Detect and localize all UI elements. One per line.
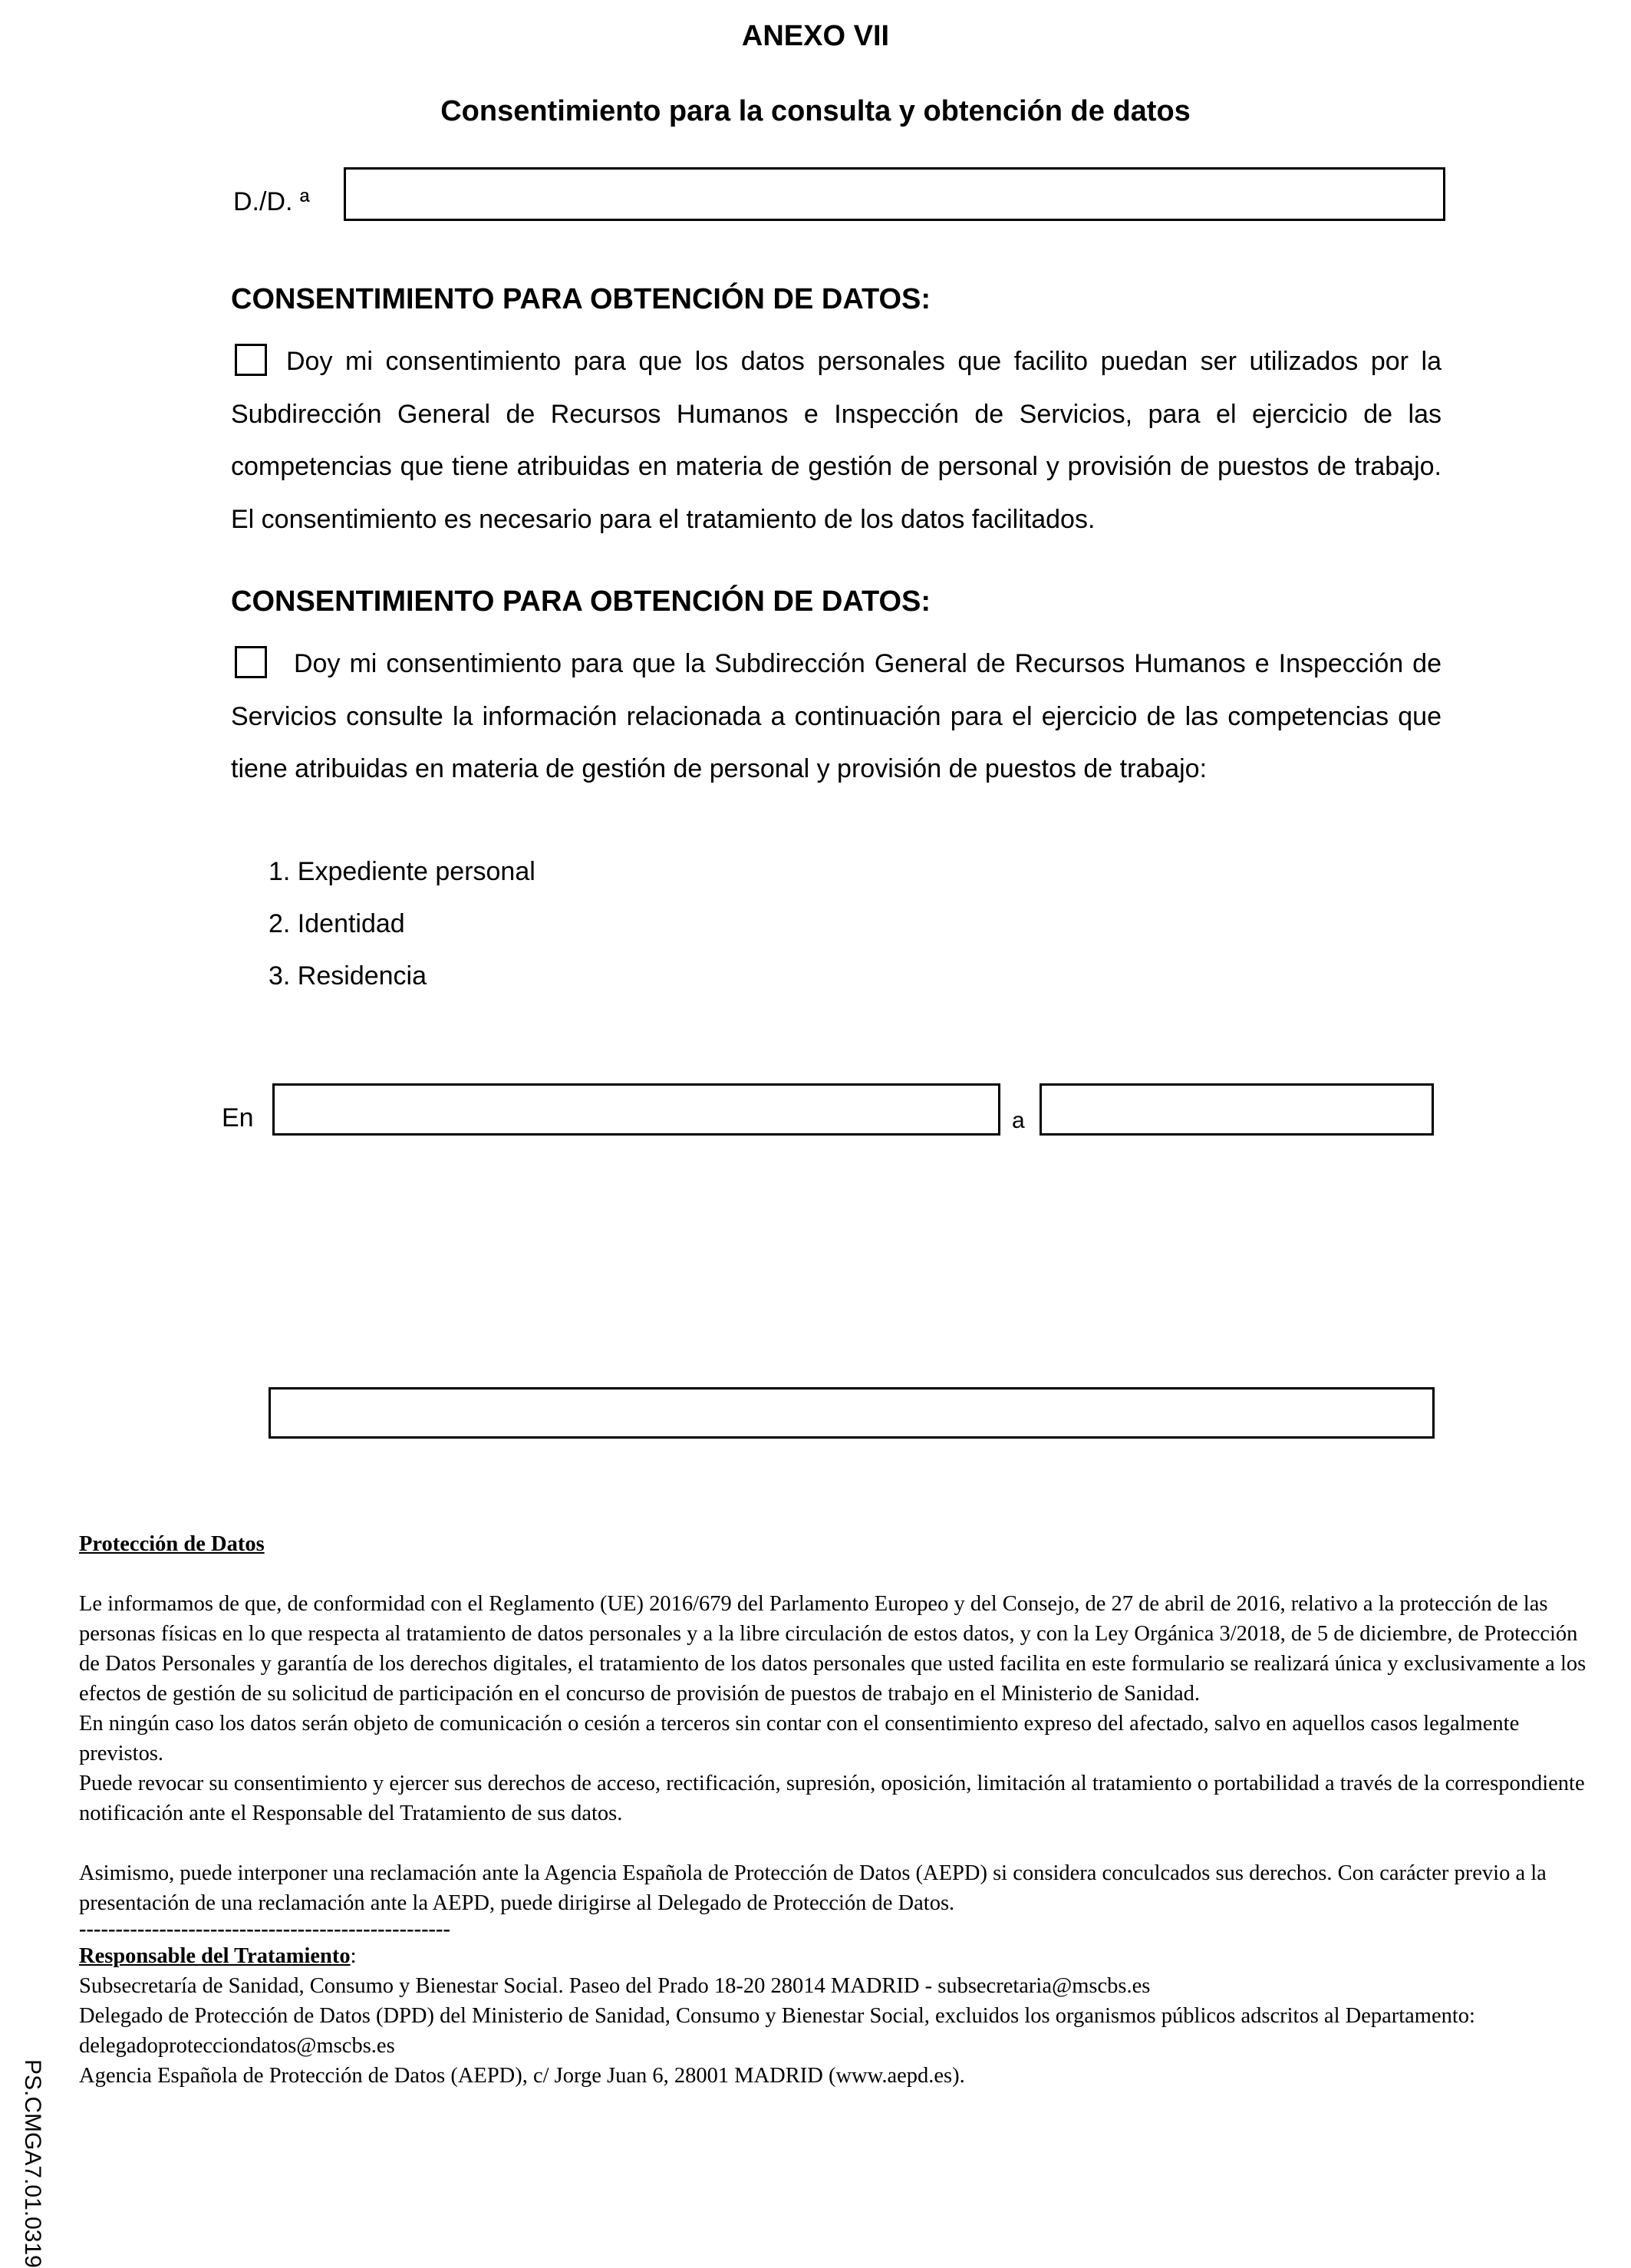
responsable-heading-line xyxy=(79,1941,1588,1971)
separator: --------------------------------------------------- xyxy=(79,1917,451,1941)
data-protection-heading: Protección de Datos xyxy=(79,1532,265,1556)
list-item: 1. Expediente personal xyxy=(269,857,535,886)
page-subtitle: Consentimiento para la consulta y obtención de datos xyxy=(440,95,1191,127)
responsable-line2: Delegado de Protección de Datos (DPD) del Ministerio de Sanidad, Consumo y Bienestar Social, excluidos los organismos públicos adscritos al Departamento: delegadoprotecciondatos@mscbs.es xyxy=(79,2004,1475,2058)
list-item: 2. Identidad xyxy=(269,909,405,938)
responsable-colon: : xyxy=(350,1944,357,1968)
data-protection-p1: Le informamos de que, de conformidad con el Reglamento (UE) 2016/679 del Parlamento Europeo y del Consejo, de 27 de abril de 2016, relativo a la protección de las personas físicas en lo que respecta al tratamiento de datos personales y a la libre circulación de estos datos, y con la Ley Orgánica 3/2018, de 5 de diciembre, de Protección de Datos Personales y garantía de los derechos digitales, el tratamiento de los datos personales que usted facilita en este formulario se realizará única y exclusivamente a los efectos de gestión de su solicitud de participación en el concurso de provisión de puestos de trabajo en el Ministerio de Sanidad. xyxy=(79,1592,1587,1706)
data-protection-p4: Asimismo, puede interponer una reclamación ante la Agencia Española de Protección de Datos (AEPD) si considera conculcados sus derechos. Con carácter previo a la presentación de una reclamación ante la AEPD, puede dirigirse al Delegado de Protección de Datos. xyxy=(79,1861,1547,1915)
page-title: ANEXO VII xyxy=(741,20,890,52)
section1-heading: CONSENTIMIENTO PARA OBTENCIÓN DE DATOS: xyxy=(231,283,931,315)
signature-field[interactable] xyxy=(269,1387,1435,1439)
responsable-heading: Responsable del Tratamiento xyxy=(79,1944,351,1968)
date-label: a xyxy=(1012,1108,1025,1133)
data-protection-p3: Puede revocar su consentimiento y ejercer sus derechos de acceso, rectificación, supresión, oposición, limitación al tratamiento o portabilidad a través de la correspondiente notificación ante el Responsable del Tratamiento de sus datos. xyxy=(79,1772,1585,1825)
section2-text xyxy=(231,638,1442,796)
list-item: 3. Residencia xyxy=(269,961,427,991)
document-code: PS.CMGA7.01.0319 xyxy=(20,2059,45,2268)
section2-text-content: Doy mi consentimiento para que la Subdirección General de Recursos Humanos e Inspección de Servicios consulte la información relacionada a continuación para el ejercicio de las competencias que tiene atribuidas en materia de gestión de personal y provisión de puestos de trabajo: xyxy=(231,649,1442,783)
name-label: D./D. ª xyxy=(233,187,310,216)
place-field[interactable] xyxy=(272,1083,1000,1136)
data-protection xyxy=(79,1529,1588,2091)
responsable-line1: Subsecretaría de Sanidad, Consumo y Bienestar Social. Paseo del Prado 18-20 28014 MADRID - subsecretaria@mscbs.es xyxy=(79,1974,1151,1998)
place-label: En xyxy=(222,1103,254,1132)
date-field[interactable] xyxy=(1040,1083,1434,1136)
section1-text xyxy=(231,335,1442,546)
data-protection-p2: En ningún caso los datos serán objeto de comunicación o cesión a terceros sin contar con el consentimiento expreso del afectado, salvo en aquellos casos legalmente previstos. xyxy=(79,1712,1520,1765)
section2-heading: CONSENTIMIENTO PARA OBTENCIÓN DE DATOS: xyxy=(231,585,931,618)
responsable-line3: Agencia Española de Protección de Datos (AEPD), c/ Jorge Juan 6, 28001 MADRID (www.aepd.es). xyxy=(79,2064,965,2088)
section1-text-content: Doy mi consentimiento para que los datos personales que facilito puedan ser utilizados por la Subdirección General de Recursos Humanos e Inspección de Servicios, para el ejercicio de las competencias que tiene atribuidas en materia de gestión de personal y provisión de puestos de trabajo. El consentimiento es necesario para el tratamiento de los datos facilitados. xyxy=(231,347,1442,534)
name-field[interactable] xyxy=(344,167,1445,221)
